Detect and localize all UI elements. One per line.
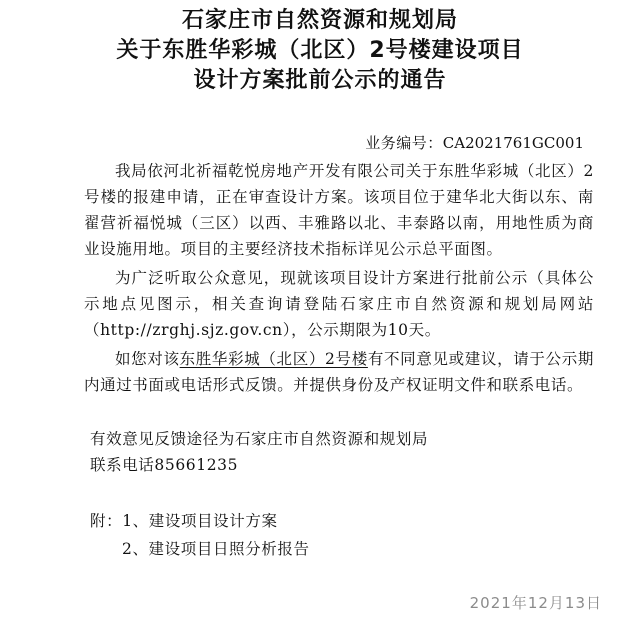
attachment-item-1: 附：1、建设项目设计方案: [90, 512, 278, 530]
title-line-3: 设计方案批前公示的通告: [193, 68, 447, 93]
project-name-underlined: 东胜华彩城（北区）2号楼: [179, 350, 368, 368]
paragraph-feedback-prefix: 如您对该: [115, 350, 180, 368]
title-line-1: 石家庄市自然资源和规划局: [181, 8, 458, 33]
paragraph-publicity: 为广泛听取公众意见，现就该项目设计方案进行批前公示（具体公示地点见图示，相关查询请登陆石家庄市自然资源和规划局网站（http://zrghj.sjz.gov.cn），公示期限为10天。: [84, 269, 594, 339]
paragraph-feedback-suffix: 有不同意见或建议，请于公示期内通过书面或电话形式反馈。并提供身份及产权证明文件和联系电话。: [84, 350, 595, 394]
feedback-channel-line: 有效意见反馈途径为石家庄市自然资源和规划局: [90, 430, 429, 448]
contact-phone-line: 联系电话85661235: [90, 456, 239, 474]
doc-number-value: CA2021761GC001: [442, 134, 584, 152]
doc-number: [365, 133, 584, 153]
title-line-2: 关于东胜华彩城（北区）2号楼建设项目: [116, 38, 524, 63]
date-stamp: 2021年12月13日: [469, 594, 602, 612]
paragraph-feedback: [84, 346, 594, 398]
doc-number-label: 业务编号：: [365, 134, 443, 152]
attachment-item-2: 2、建设项目日照分析报告: [122, 540, 310, 558]
paragraph-application: 我局依河北祈福乾悦房地产开发有限公司关于东胜华彩城（北区）2号楼的报建申请，正在审查设计方案。该项目位于建华北大街以东、南翟营祈福悦城（三区）以西、丰雅路以北、丰泰路以南，用地性质为商业设施用地。项目的主要经济技术指标详见公示总平面图。: [84, 162, 594, 258]
